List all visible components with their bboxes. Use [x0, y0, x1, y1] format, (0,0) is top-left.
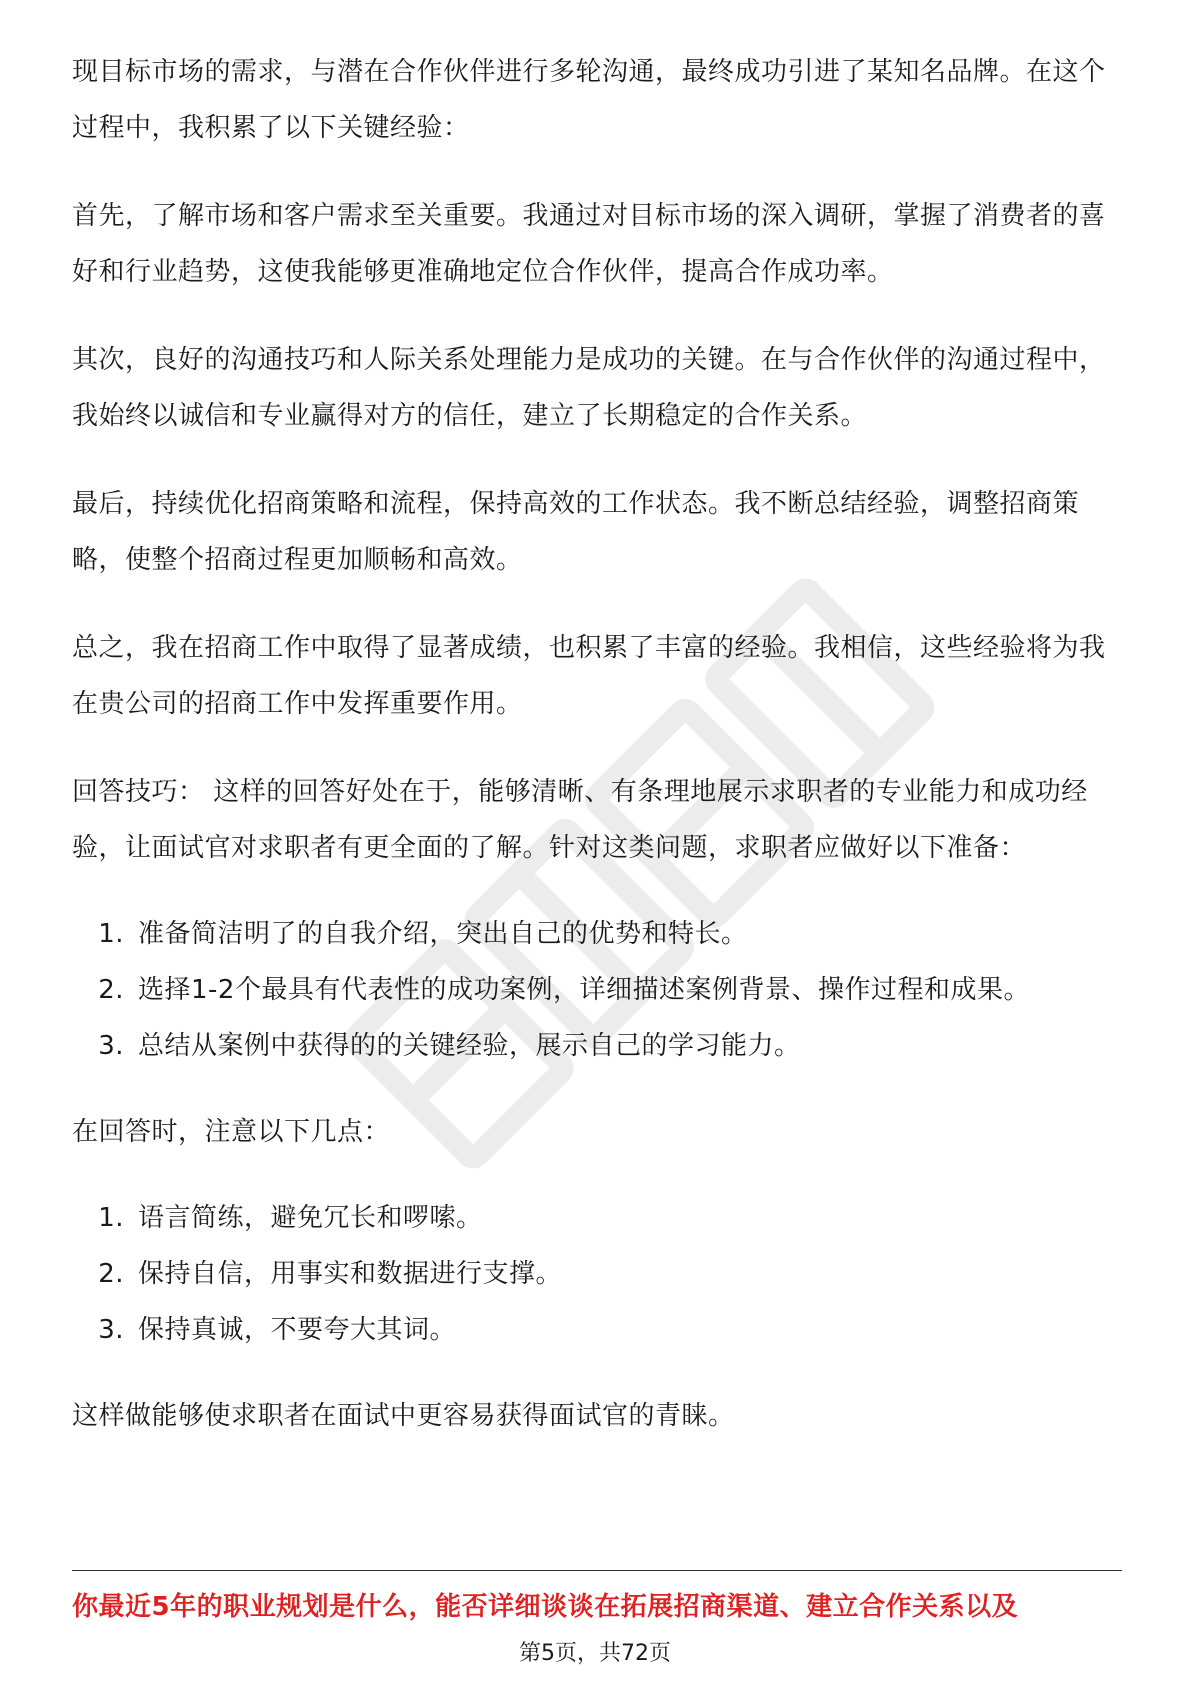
- list-item-number: 2.: [98, 1259, 124, 1289]
- paragraph-notes-intro: 在回答时，注意以下几点：: [72, 1117, 391, 1147]
- list-item-number: 1.: [98, 1203, 124, 1233]
- page-indicator: 第5页，共72页: [519, 1641, 671, 1666]
- paragraph-intro: 现目标市场的需求，与潜在合作伙伴进行多轮沟通，最终成功引进了某知名品牌。在这个过程中，我积累了以下关键经验：: [72, 57, 1106, 143]
- paragraph-conclusion: 这样做能够使求职者在面试中更容易获得面试官的青睐。: [72, 1401, 735, 1431]
- list-item: [72, 1302, 1122, 1358]
- list-item-text: 准备简洁明了的自我介绍，突出自己的优势和特长。: [138, 919, 748, 949]
- list-item-number: 2.: [98, 975, 124, 1005]
- document-body: [72, 44, 1122, 1476]
- list-item: [72, 1018, 1122, 1074]
- divider: [72, 1570, 1122, 1571]
- paragraph-answer-tips: 回答技巧： 这样的回答好处在于，能够清晰、有条理地展示求职者的专业能力和成功经验，让面试官对求职者有更全面的了解。针对这类问题，求职者应做好以下准备：: [72, 777, 1088, 863]
- list-item-text: 保持自信，用事实和数据进行支撑。: [138, 1259, 563, 1289]
- prep-list: [72, 906, 1122, 1074]
- paragraph-first: 首先，了解市场和客户需求至关重要。我通过对目标市场的深入调研，掌握了消费者的喜好和行业趋势，这使我能够更准确地定位合作伙伴，提高合作成功率。: [72, 201, 1106, 287]
- paragraph-summary: 总之，我在招商工作中取得了显著成绩，也积累了丰富的经验。我相信，这些经验将为我在贵公司的招商工作中发挥重要作用。: [72, 633, 1106, 719]
- list-item: [72, 1190, 1122, 1246]
- next-question-heading: 你最近5年的职业规划是什么，能否详细谈谈在拓展招商渠道、建立合作关系以及: [72, 1592, 1019, 1622]
- paragraph-second: 其次，良好的沟通技巧和人际关系处理能力是成功的关键。在与合作伙伴的沟通过程中，我始终以诚信和专业赢得对方的信任，建立了长期稳定的合作关系。: [72, 345, 1106, 431]
- list-item: [72, 962, 1122, 1018]
- list-item: [72, 1246, 1122, 1302]
- list-item-text: 语言简练，避免冗长和啰嗦。: [138, 1203, 483, 1233]
- paragraph-last: 最后，持续优化招商策略和流程，保持高效的工作状态。我不断总结经验，调整招商策略，使整个招商过程更加顺畅和高效。: [72, 489, 1080, 575]
- list-item-number: 3.: [98, 1315, 124, 1345]
- list-item-text: 选择1-2个最具有代表性的成功案例，详细描述案例背景、操作过程和成果。: [138, 975, 1030, 1005]
- list-item-number: 3.: [98, 1031, 124, 1061]
- list-item: [72, 906, 1122, 962]
- list-item-text: 总结从案例中获得的的关键经验，展示自己的学习能力。: [138, 1031, 801, 1061]
- list-item-number: 1.: [98, 919, 124, 949]
- list-item-text: 保持真诚，不要夸大其词。: [138, 1315, 457, 1345]
- notes-list: [72, 1190, 1122, 1358]
